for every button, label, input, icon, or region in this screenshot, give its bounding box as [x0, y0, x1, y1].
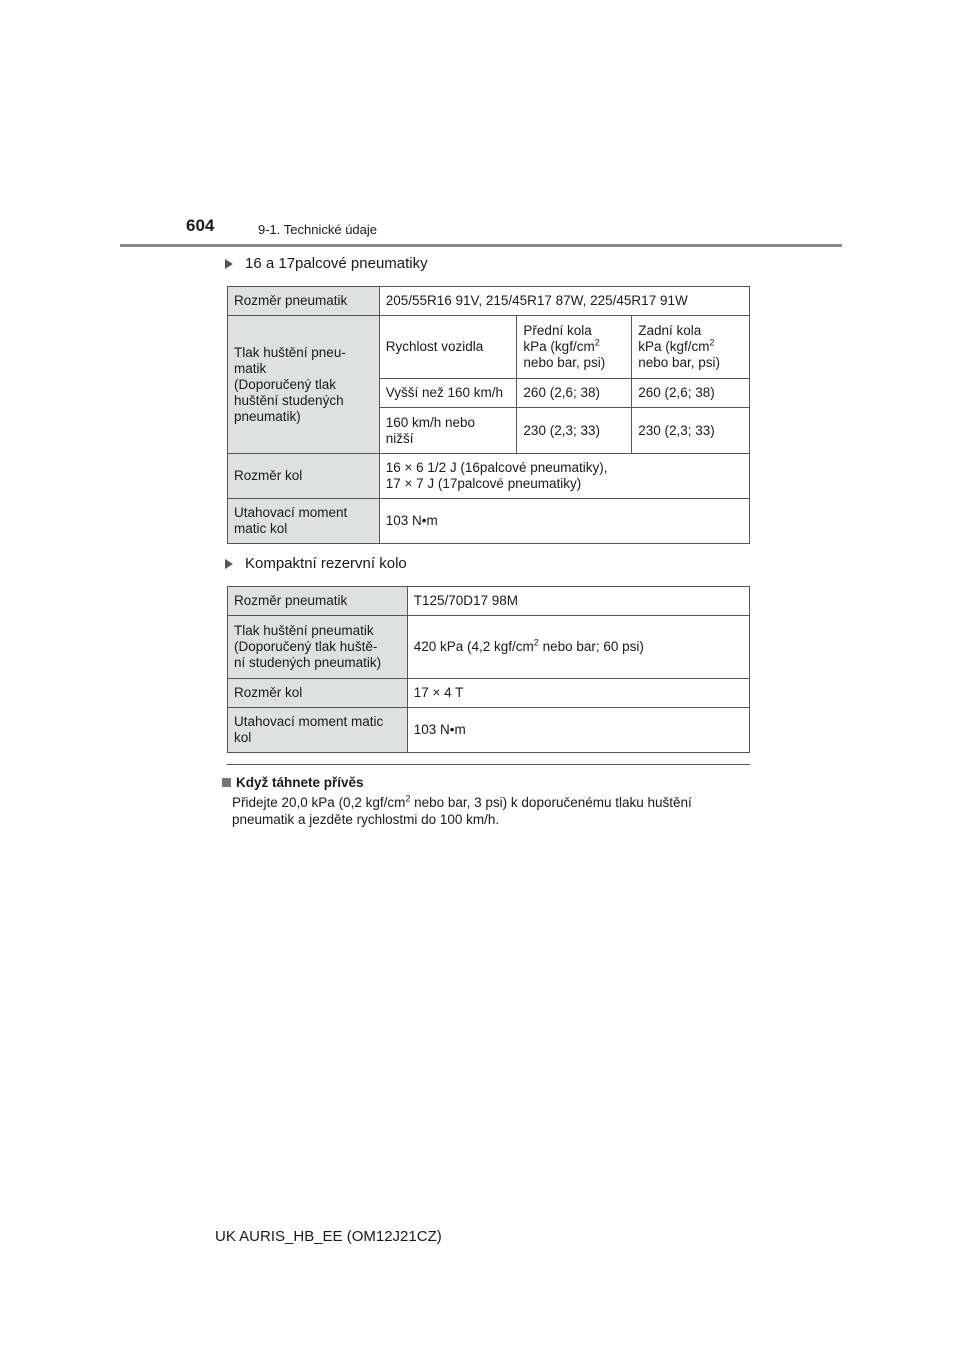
- table-cell: [632, 316, 750, 379]
- triangle-bullet-icon: [225, 259, 233, 269]
- table-cell: 260 (2,6; 38): [632, 379, 750, 408]
- footer-model-code: UK AURIS_HB_EE (OM12J21CZ): [215, 1228, 442, 1245]
- cell-text: 420 kPa (4,2 kgf/cm: [413, 639, 534, 654]
- triangle-bullet-icon: [225, 559, 233, 569]
- note-body: [232, 794, 772, 828]
- cell-text: Přední kola kPa (kgf/cm: [523, 323, 595, 354]
- table-cell: Rozměr kol: [228, 679, 408, 708]
- superscript: 2: [594, 337, 600, 348]
- table-cell: T125/70D17 98M: [407, 587, 749, 616]
- table-row: [228, 616, 750, 679]
- spare-tire-table: [227, 586, 750, 753]
- table-cell: 160 km/h nebo nižší: [379, 408, 517, 454]
- table-cell: Tlak huštění pneu- matik (Doporučený tlak huštění studených pneumatik): [228, 316, 380, 454]
- table-cell: 230 (2,3; 33): [632, 408, 750, 454]
- cell-text: nebo bar, psi): [523, 355, 606, 370]
- table-cell: 230 (2,3; 33): [517, 408, 632, 454]
- table-cell: 16 × 6 1/2 J (16palcové pneumatiky), 17 × 7 J (17palcové pneumatiky): [379, 454, 749, 499]
- table-row: [228, 587, 750, 616]
- note-title-text: Když táhnete přívěs: [236, 775, 364, 790]
- superscript: 2: [405, 793, 411, 804]
- note-rule: [227, 764, 750, 765]
- note-title: [222, 775, 364, 790]
- table-cell: Rozměr pneumatik: [228, 287, 380, 316]
- table-cell: 17 × 4 T: [407, 679, 749, 708]
- tire-spec-table: [227, 286, 750, 544]
- subheading-spare: [222, 555, 407, 572]
- table-row: [228, 316, 750, 379]
- header-rule: [120, 244, 842, 247]
- section-label: 9-1. Technické údaje: [258, 222, 378, 237]
- cell-text: nebo bar, psi): [638, 355, 721, 370]
- subheading-text: Kompaktní rezervní kolo: [245, 555, 407, 572]
- table-row: [228, 454, 750, 499]
- cell-text: nebo bar; 60 psi): [538, 639, 644, 654]
- table-cell: [517, 316, 632, 379]
- table-cell: Utahovací moment matic kol: [228, 708, 408, 753]
- superscript: 2: [533, 637, 539, 648]
- table-cell: 205/55R16 91V, 215/45R17 87W, 225/45R17 91W: [379, 287, 749, 316]
- table-row: [228, 499, 750, 544]
- table-row: [228, 679, 750, 708]
- table-row: [228, 287, 750, 316]
- table-cell: Rozměr pneumatik: [228, 587, 408, 616]
- table-cell: 103 N•m: [407, 708, 749, 753]
- table-cell: 103 N•m: [379, 499, 749, 544]
- table-cell: Vyšší než 160 km/h: [379, 379, 517, 408]
- table-cell: Utahovací moment matic kol: [228, 499, 380, 544]
- subheading-tires: [222, 255, 428, 272]
- table-cell: [407, 616, 749, 679]
- table-row: [228, 708, 750, 753]
- table-cell: Rychlost vozidla: [379, 316, 517, 379]
- page-number: 604: [186, 216, 215, 235]
- superscript: 2: [709, 337, 715, 348]
- table-cell: Rozměr kol: [228, 454, 380, 499]
- note-text: Přidejte 20,0 kPa (0,2 kgf/cm: [232, 795, 406, 810]
- cell-text: Zadní kola kPa (kgf/cm: [638, 323, 710, 354]
- table-cell: Tlak huštění pneumatik (Doporučený tlak huště- ní studených pneumatik): [228, 616, 408, 679]
- square-bullet-icon: [222, 778, 231, 787]
- subheading-text: 16 a 17palcové pneumatiky: [245, 255, 428, 272]
- note-text: nebo bar, 3 psi) k doporučenému tlaku huštění pneumatik a jezděte rychlostmi do 100 km/h.: [232, 795, 692, 827]
- table-cell: 260 (2,6; 38): [517, 379, 632, 408]
